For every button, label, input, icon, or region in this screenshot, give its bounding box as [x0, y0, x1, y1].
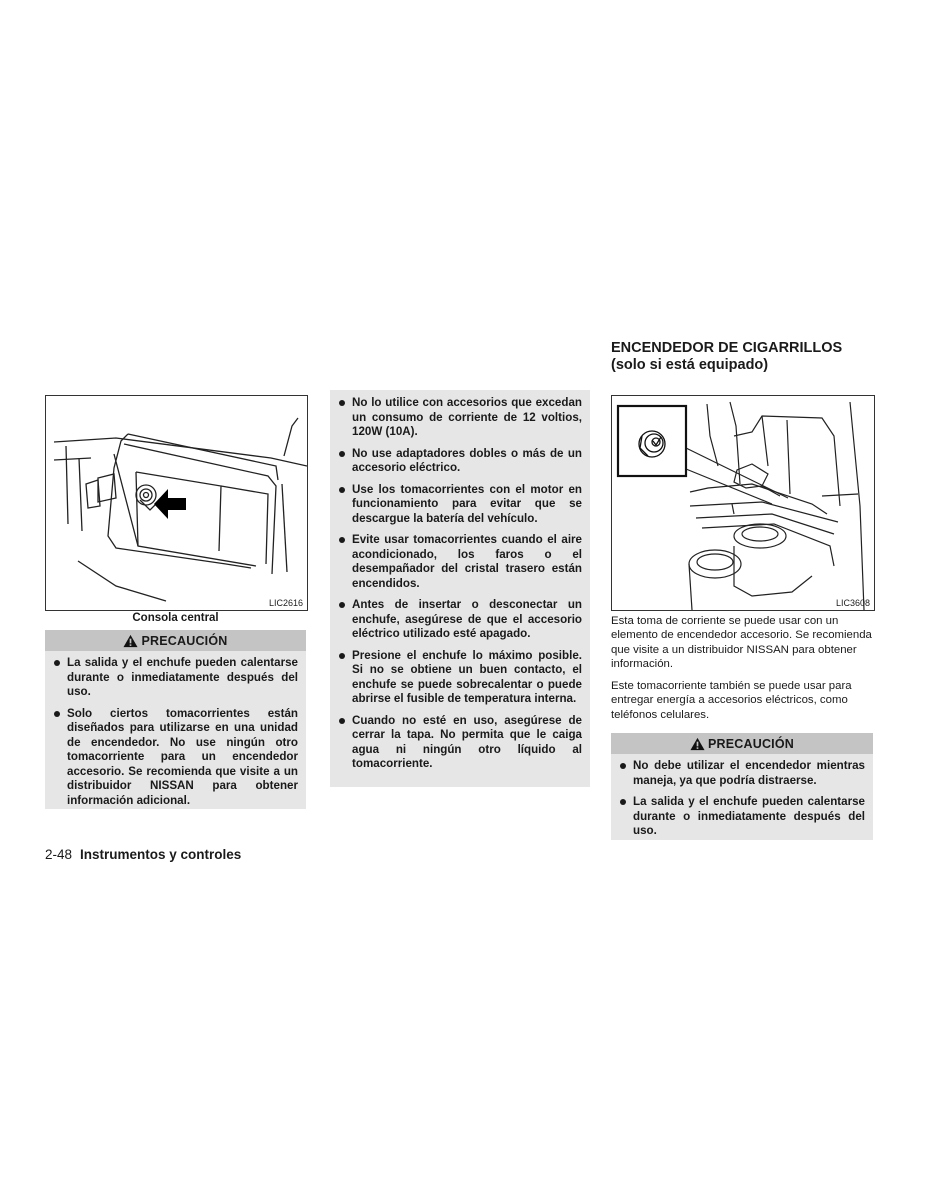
- caution-heading: [45, 630, 306, 651]
- paragraph: Esta toma de corriente se puede usar con un elemento de encendedor accesorio. Se recomienda que visite a un distribuidor NISSAN para obtener información.: [611, 615, 872, 670]
- figure-center-console: [45, 395, 308, 611]
- chapter-title: Instrumentos y controles: [80, 847, 242, 862]
- section-title: ENCENDEDOR DE CIGARRILLOS: [611, 340, 843, 356]
- caution-list: [611, 754, 873, 845]
- caution-list: [330, 390, 590, 778]
- caution-item: Use los tomacorrientes con el motor en funcionamiento para evitar que se descargue la batería del vehículo.: [338, 483, 582, 527]
- figure-caption: Consola central: [132, 612, 219, 624]
- caution-heading-text: PRECAUCIÓN: [141, 633, 228, 648]
- page-footer: [45, 847, 241, 862]
- figure-code: LIC2616: [268, 598, 303, 608]
- section-heading: [611, 340, 881, 374]
- caution-item: Solo ciertos tomacorrientes están diseñados para utilizarse en una unidad de encendedor. No use ningún otro tomacorriente para un encendedor accesorio. Se recomienda que visite a un distribuidor NISSAN para obtener información adicional.: [53, 707, 298, 809]
- warning-triangle-icon: [123, 634, 138, 648]
- page-number: 2-48: [45, 847, 73, 862]
- paragraph: Este tomacorriente también se puede usar para entregar energía a accesorios eléctricos, como teléfonos celulares.: [611, 680, 852, 721]
- caution-item: La salida y el enchufe pueden calentarse durante o inmediatamente después del uso.: [53, 656, 298, 700]
- caution-heading-text: PRECAUCIÓN: [707, 736, 795, 751]
- caution-box-middle: [330, 390, 590, 787]
- caution-item: Presione el enchufe lo máximo posible. Si no se obtiene un buen contacto, el enchufe se puede sobrecalentar o puede abrirse el fusible de temperatura interna.: [338, 649, 582, 707]
- center-console-illustration: [46, 396, 307, 610]
- figure-cigarette-lighter: [611, 395, 875, 611]
- warning-triangle-icon: [690, 737, 705, 751]
- figure-code: LIC3608: [835, 598, 870, 608]
- caution-item: Evite usar tomacorrientes cuando el aire acondicionado, los faros o el desempañador del cristal trasero están encendidos.: [338, 533, 582, 591]
- caution-box-left: [45, 630, 306, 809]
- caution-item: No lo utilice con accesorios que excedan un consumo de corriente de 12 voltios, 120W (10A).: [338, 396, 582, 440]
- caution-heading: [611, 733, 873, 754]
- caution-item: Cuando no esté en uso, asegúrese de cerrar la tapa. No permita que le caiga agua ni ningún otro líquido al tomacorriente.: [338, 714, 582, 772]
- cigarette-lighter-illustration: [612, 396, 874, 610]
- caution-item: No use adaptadores dobles o más de un accesorio eléctrico.: [338, 447, 582, 476]
- caution-box-right: [611, 733, 873, 840]
- caution-list: [45, 651, 306, 814]
- caution-item: No debe utilizar el encendedor mientras maneja, ya que podría distraerse.: [619, 759, 865, 788]
- caution-item: Antes de insertar o desconectar un enchufe, asegúrese de que el accesorio eléctrico utilizado esté apagado.: [338, 598, 582, 642]
- caution-item: La salida y el enchufe pueden calentarse durante o inmediatamente después del uso.: [619, 795, 865, 839]
- section-subtitle: (solo si está equipado): [611, 357, 769, 373]
